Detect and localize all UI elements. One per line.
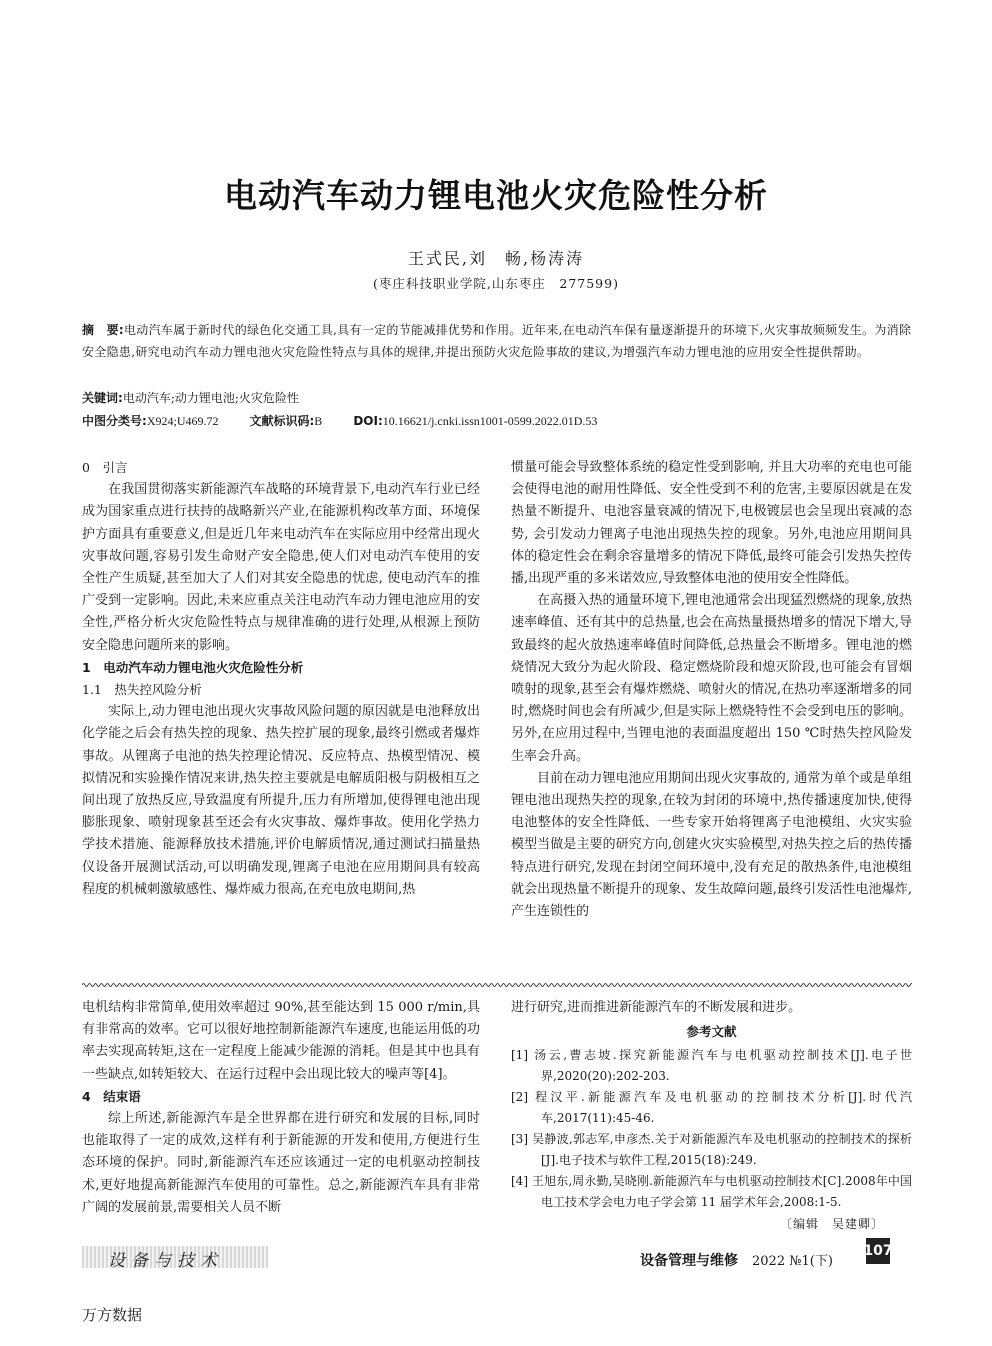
- doc-code-value: B: [314, 414, 323, 428]
- body-left-column-continued: [82, 997, 480, 1219]
- section-heading: 1 电动汽车动力锂电池火灾危险性分析: [82, 659, 304, 675]
- authors: 王式民,刘 畅,杨涛涛: [407, 249, 585, 268]
- doi-value: 10.16621/j.cnki.issn1001-0599.2022.01D.53: [382, 414, 598, 428]
- reference-item: [2] 程汉平.新能源汽车及电机驱动的控制技术分析[J].时代汽车,2017(11):45-46.: [511, 1090, 912, 1126]
- section-heading: 4 结束语: [82, 1088, 141, 1104]
- abstract: [82, 319, 918, 363]
- body-paragraph: 综上所述,新能源汽车是全世界都在进行研究和发展的目标,同时也能取得了一定的成效,这样有利于新能源的开发和使用,方便进行生态环境的保护。同时,新能源汽车还应该通过一定的电机驱动控制技术,更好地提高新能源汽车使用的可靠性。总之,新能源汽车具有非常广阔的发展前景,需要相关人员不断: [82, 1111, 480, 1215]
- classification-line: [82, 410, 918, 432]
- body-right-column: [511, 457, 912, 923]
- footer-journal: [640, 1250, 833, 1270]
- reference-item: [3] 吴静波,郭志军,申彦杰.关于对新能源汽车及电机驱动的控制技术的探析[J].电子技术与软件工程,2015(18):249.: [511, 1132, 912, 1168]
- body-paragraph: 目前在动力锂电池应用期间出现火灾事故的, 通常为单个或是单组锂电池出现热失控的现象,在较为封闭的环境中,热传播速度加快,使得电池整体的安全性降低、一些专家开始将锂离子电池模组、火灾实验模型当做是主要的研究方向,创建火灾实验模型,对热失控之后的热传播特点进行研究,发现在封闭空间环境中,没有充足的散热条件,电池模组就会出现热量不断提升的现象、发生故障问题,最终引发活性电池爆炸,产生连锁性的: [511, 770, 912, 920]
- journal-name: 设备管理与维修: [640, 1253, 738, 1269]
- body-paragraph: 电机结构非常简单,使用效率超过 90%,甚至能达到 15 000 r/min,具有非常高的效率。它可以很好地控制新能源汽车速度,也能运用低的功率去实现高转矩,这在一定程度上能减少能源的消耗。但是其中也具有一些缺点,如转矩较大、在运行过程中会出现比较大的噪声等[4]。: [82, 1000, 480, 1082]
- body-left-column: [82, 457, 480, 901]
- clc-value: X924;U469.72: [146, 414, 219, 428]
- conclusion-tail: 进行研究,进而推进新能源汽车的不断发展和进步。: [511, 1000, 802, 1015]
- body-right-column-continued: [511, 997, 912, 1236]
- subsection-heading: 1.1 热失控风险分析: [82, 682, 202, 698]
- body-paragraph: 在高摄入热的通量环境下,锂电池通常会出现猛烈燃烧的现象,放热速率峰值、还有其中的总热量,也会在高热量摄热增多的情况下增大,导致最终的起火放热速率峰值时间降低,总热量会不断增多。锂电池的燃烧情况大致分为起火阶段、稳定燃烧阶段和熄灭阶段,也可能会有冒烟喷射的现象,甚至会有爆炸燃烧、喷射火的情况,在热功率逐渐增多的同时,燃烧时间也会有所减少,但是实际上燃烧特性不会受到电压的影响。另外,在应用过程中,当锂电池的表面温度超出 150 ℃时热失控风险发生率会升高。: [511, 593, 912, 764]
- footer-section-text: 设备与技术: [108, 1251, 223, 1271]
- database-brand: 万方数据: [82, 1306, 143, 1324]
- subsection-heading: 0 引言: [82, 460, 128, 475]
- abstract-label: 摘 要:: [82, 323, 124, 337]
- reference-item: [1] 汤云,曹志坡.探究新能源汽车与电机驱动控制技术[J].电子世界,2020(20):202-203.: [511, 1048, 912, 1084]
- keywords-label: 关键词:: [82, 391, 123, 405]
- reference-list: [511, 1045, 912, 1213]
- affiliation: (枣庄科技职业学院,山东枣庄 277599): [373, 276, 619, 291]
- footer-section-label: [82, 1246, 268, 1271]
- abstract-text: 电动汽车属于新时代的绿色化交通工具,具有一定的节能减排优势和作用。近年来,在电动汽车保有量逐渐提升的环境下,火灾事故频频发生。为消除安全隐患,研究电动汽车动力锂电池火灾危险性特点与具体的规律,并提出预防火灾危险事故的建议,为增强汽车动力锂电池的应用安全性提供帮助。: [82, 323, 912, 359]
- body-paragraph: 实际上,动力锂电池出现火灾事故风险问题的原因就是电池释放出化学能之后会有热失控的现象、热失控扩展的现象,最终引燃或者爆炸事故。从锂离子电池的热失控理论情况、反应特点、热模型情况、模拟情况和实验操作情况来讲,热失控主要就是电解质阳极与阴极相互之间出现了放热反应,导致温度有所提升,压力有所增加,使得锂电池出现膨胀现象、喷射现象甚至还会有火灾事故、爆炸事故。使用化学热力学技术措施、能源释放技术措施,评价电解质情况,通过测试扫描量热仪设备开展测试活动,可以明确发现,锂离子电池在应用期间具有较高程度的机械刺激敏感性、爆炸威力很高,在充电放电期间,热: [82, 704, 480, 897]
- clc-label: 中图分类号:: [82, 414, 147, 428]
- keywords-text: 电动汽车;动力锂电池;火灾危险性: [122, 391, 299, 405]
- keywords: [82, 387, 918, 409]
- page-number: 107: [866, 1238, 890, 1264]
- doc-code-label: 文献标识码:: [249, 414, 315, 428]
- doi-label: DOI:: [353, 414, 383, 428]
- editor-note: 〔编辑 吴建卿〕: [779, 1217, 884, 1232]
- section-divider: [82, 982, 912, 988]
- references-title: 参考文献: [686, 1024, 737, 1040]
- body-paragraph: 在我国贯彻落实新能源汽车战略的环境背景下,电动汽车行业已经成为国家重点进行扶持的战略新兴产业,在能源机构改革方面、环境保护方面具有重要意义,但是近几年来电动汽车在实际应用中经常出现火灾事故问题,容易引发生命财产安全隐患,使人们对电动汽车使用的安全性产生质疑,甚至加大了人们对其安全隐患的忧虑, 使电动汽车的推广受到一定影响。因此,未来应重点关注电动汽车动力锂电池应用的安全性,严格分析火灾危险性特点与规律准确的进行处理,从根源上预防安全隐患问题所来的影响。: [82, 482, 480, 653]
- body-paragraph: 惯量可能会导致整体系统的稳定性受到影响, 并且大功率的充电也可能会使得电池的耐用性降低、安全性受到不利的危害,主要原因就是在发热量不断提升、电池容量衰减的情况下,电极镀层也会呈现出衰减的态势, 会引发动力锂离子电池出现热失控的现象。另外,电池应用期间具体的稳定性会在剩余容量增多的情况下降低,最终可能会引发热失控传播,出现严重的多米诺效应,导致整体电池的使用安全性降低。: [511, 460, 912, 587]
- paper-title: 电动汽车动力锂电池火灾危险性分析: [224, 176, 768, 215]
- reference-item: [4] 王旭东,周永勤,吴晓刚.新能源汽车与电机驱动控制技术[C].2008年中国电工技术学会电力电子学会第 11 届学术年会,2008:1-5.: [511, 1174, 912, 1210]
- journal-issue: 2022 №1(下): [752, 1254, 833, 1269]
